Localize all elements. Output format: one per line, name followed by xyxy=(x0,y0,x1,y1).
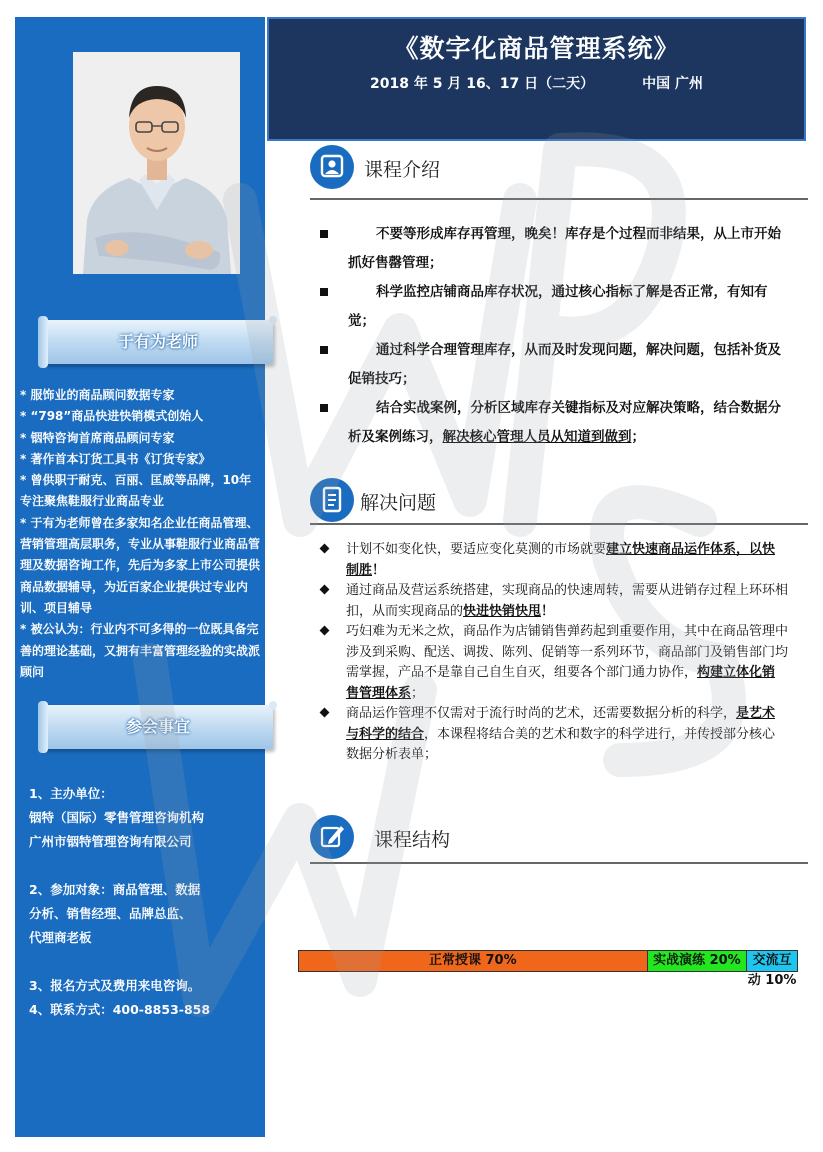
edit-icon xyxy=(310,815,354,859)
event-location: 中国 广州 xyxy=(642,76,703,92)
section-solve-title: 解决问题 xyxy=(360,492,437,514)
structure-segment-2: 交流互动 10% xyxy=(747,953,797,988)
list-item: 通过科学合理管理库存，从而及时发现问题，解决问题，包括补货及促销技巧； xyxy=(320,336,790,394)
section-solve-heading xyxy=(310,478,808,526)
bio-line: * “798”商品快进快销模式创始人 xyxy=(20,409,204,424)
audience-2: 分析、销售经理、品牌总监、 xyxy=(29,906,192,921)
section-divider xyxy=(310,862,808,864)
teacher-name: 于有为老师 xyxy=(117,332,198,351)
audience-1: 2、参加对象：商品管理、数据 xyxy=(29,882,201,897)
bio-line: * 服饰业的商品顾问数据专家 xyxy=(20,388,175,402)
list-item: 巧妇难为无米之炊，商品作为店铺销售弹药起到重要作用，其中在商品管理中涉及到采购、配送、调拨、陈列、促销等一系列环节，商品部门及销售部门均需掌握，产品不是靠自己自生自灭，组要各个部门通力协作，构建立体化销售管理体系； xyxy=(320,622,788,704)
list-item: 结合实战案例，分析区域库存关键指标及对应解决策略，结合数据分析及案例练习，解决核心管理人员从知道到做到； xyxy=(320,394,790,452)
structure-segment-1: 实战演练 20% xyxy=(648,951,748,971)
section-intro-heading xyxy=(310,145,808,193)
signup-info: 3、报名方式及费用来电咨询。 xyxy=(29,978,201,993)
profile-icon xyxy=(310,145,354,189)
list-item: 不要等形成库存再管理，晚矣！库存是个过程而非结果，从上市开始抓好售罄管理； xyxy=(320,220,790,278)
section-divider xyxy=(310,198,808,200)
section-structure-heading xyxy=(310,815,808,863)
left-sidebar xyxy=(15,17,265,1137)
teacher-name-ribbon xyxy=(43,320,273,364)
bio-line: * 曾供职于耐克、百丽、匡威等品牌，10年专注聚焦鞋服行业商品专业 xyxy=(20,473,252,509)
bio-line: * 于有为老师曾在多家知名企业任商品管理、营销管理高层职务，专业从事鞋服行业商品管理及数据咨询工作，先后为多家上市公司提供商品数据辅导，为近百家企业提供过专业内训、项目辅导 xyxy=(20,515,261,615)
section-structure-title: 课程结构 xyxy=(374,829,451,851)
solve-list xyxy=(320,540,788,766)
organizer-label: 1、主办单位： xyxy=(29,786,113,801)
attend-ribbon xyxy=(43,705,273,749)
organizer-1: 铟特（国际）零售管理咨询机构 xyxy=(29,810,205,825)
event-meta xyxy=(269,73,804,93)
document-icon xyxy=(310,478,354,522)
audience-3: 代理商老板 xyxy=(29,930,92,945)
section-intro-title: 课程介绍 xyxy=(364,159,441,181)
organizer-2: 广州市铟特管理咨询有限公司 xyxy=(29,834,192,849)
bio-line: * 被公认为：行业内不可多得的一位既具备完善的理论基础，又拥有丰富管理经验的实战派顾问 xyxy=(20,622,261,679)
event-date: 2018 年 5 月 16、17 日（二天） xyxy=(370,76,595,92)
structure-segment-0: 正常授课 70% xyxy=(299,951,648,971)
contact-info: 4、联系方式：400-8853-858 xyxy=(29,1002,211,1017)
teacher-photo xyxy=(73,52,240,274)
list-item: 科学监控店铺商品库存状况，通过核心指标了解是否正常，有知有觉； xyxy=(320,278,790,336)
attend-ribbon-label: 参会事宜 xyxy=(125,717,190,736)
header-banner xyxy=(267,17,806,141)
intro-list xyxy=(320,220,790,452)
list-item: 计划不如变化快，要适应变化莫测的市场就要建立快速商品运作体系，以快制胜！ xyxy=(320,540,788,581)
course-structure-bar xyxy=(298,950,798,988)
section-divider xyxy=(310,523,808,525)
list-item: 商品运作管理不仅需对于流行时尚的艺术，还需要数据分析的科学，是艺术与科学的结合，本课程将结合美的艺术和数字的科学进行，并传授部分核心数据分析表单； xyxy=(320,704,788,766)
bio-line: * 著作首本订货工具书《订货专家》 xyxy=(20,451,211,466)
teacher-bio xyxy=(20,385,263,683)
teacher-portrait-icon xyxy=(73,52,240,274)
list-item: 通过商品及营运系统搭建，实现商品的快速周转，需要从进销存过程上环环相扣，从而实现商品的快进快销快甩！ xyxy=(320,581,788,622)
attend-info xyxy=(29,782,259,1022)
bio-line: * 铟特咨询首席商品顾问专家 xyxy=(20,430,175,445)
page-title: 《数字化商品管理系统》 xyxy=(393,34,680,63)
